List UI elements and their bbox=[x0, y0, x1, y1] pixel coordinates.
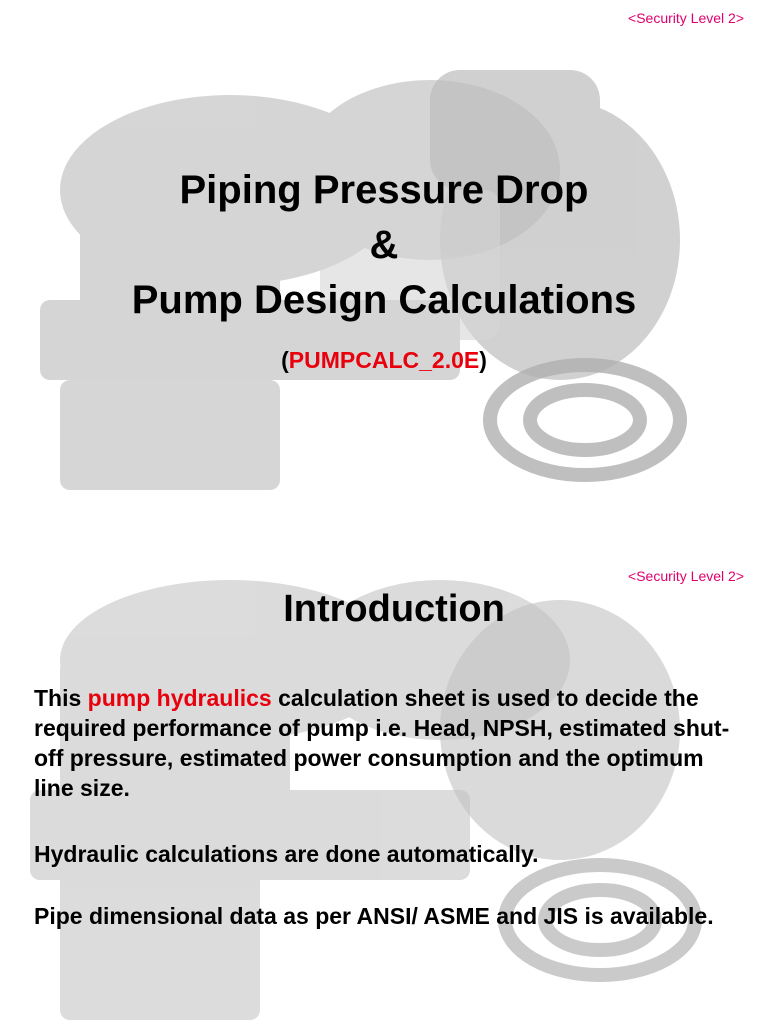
intro-slide bbox=[0, 540, 768, 1024]
slide-title bbox=[0, 163, 768, 328]
subtitle bbox=[0, 347, 768, 374]
security-level-label: <Security Level 2> bbox=[628, 568, 744, 584]
subtitle-close-paren: ) bbox=[479, 347, 487, 373]
subtitle-code: PUMPCALC_2.0E bbox=[288, 347, 480, 373]
title-line-3: Pump Design Calculations bbox=[131, 278, 637, 322]
intro-paragraph-1 bbox=[34, 683, 744, 803]
subtitle-open-paren: ( bbox=[281, 347, 289, 373]
title-line-2: & bbox=[369, 223, 399, 267]
title-line-1: Piping Pressure Drop bbox=[179, 168, 589, 212]
security-level-label: <Security Level 2> bbox=[628, 10, 744, 26]
intro-paragraph-2: Hydraulic calculations are done automatically. bbox=[34, 841, 539, 867]
para1-start: This bbox=[34, 685, 88, 711]
para1-rest: calculation sheet is used to decide the required performance of pump i.e. Head, NPSH, estimated shut-off pressure, estimated power consumption and the optimum line size. bbox=[34, 685, 730, 801]
para1-highlight: pump hydraulics bbox=[87, 685, 272, 711]
intro-title: Introduction bbox=[283, 588, 505, 630]
intro-paragraph-3: Pipe dimensional data as per ANSI/ ASME and JIS is available. bbox=[34, 903, 714, 929]
